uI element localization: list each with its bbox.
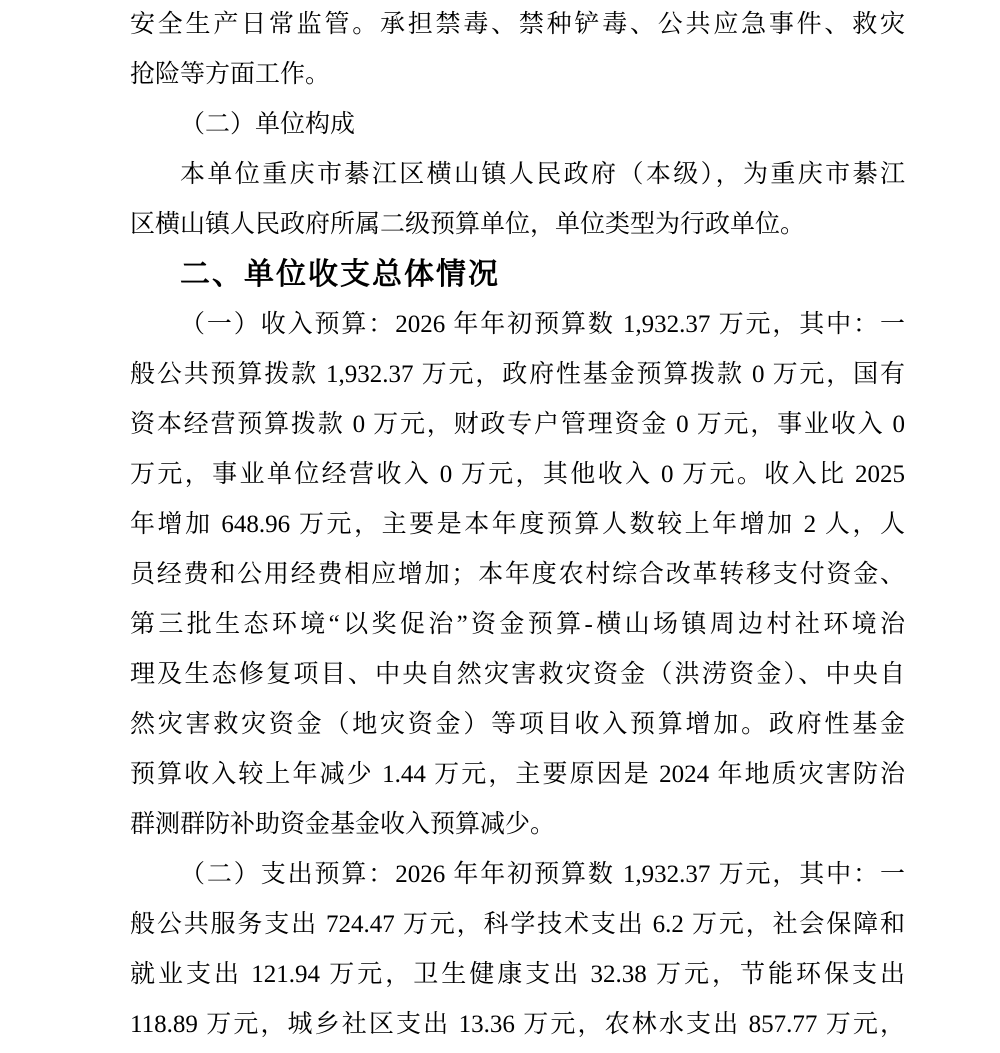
text-line: 般公共预算拨款 1,932.37 万元，政府性基金预算拨款 0 万元，国有 — [130, 361, 905, 388]
text-line: 就业支出 121.94 万元，卫生健康支出 32.38 万元，节能环保支出 — [130, 961, 905, 988]
text-line: 万元，事业单位经营收入 0 万元，其他收入 0 万元。收入比 2025 — [130, 461, 905, 488]
text-line: 预算收入较上年减少 1.44 万元，主要原因是 2024 年地质灾害防治 — [130, 761, 905, 788]
text-line: （二）支出预算：2026 年年初预算数 1,932.37 万元，其中：一 — [180, 861, 905, 888]
text-line: （一）收入预算：2026 年年初预算数 1,932.37 万元，其中：一 — [180, 311, 905, 338]
text-line: 安全生产日常监管。承担禁毒、禁种铲毒、公共应急事件、救灾 — [130, 11, 905, 38]
sub-heading: （二）单位构成 — [180, 111, 356, 138]
text-line: 群测群防补助资金基金收入预算减少。 — [130, 811, 556, 838]
text-line: 抢险等方面工作。 — [130, 61, 331, 88]
text-line: 本单位重庆市綦江区横山镇人民政府（本级），为重庆市綦江 — [180, 161, 905, 188]
text-line: 第三批生态环境“以奖促治”资金预算-横山场镇周边村社环境治 — [130, 611, 905, 638]
text-line: 般公共服务支出 724.47 万元，科学技术支出 6.2 万元，社会保障和 — [130, 911, 905, 938]
text-line: 资本经营预算拨款 0 万元，财政专户管理资金 0 万元，事业收入 0 — [130, 411, 905, 438]
document-text-block — [130, 0, 905, 1050]
text-line: 员经费和公用经费相应增加；本年度农村综合改革转移支付资金、 — [130, 561, 905, 588]
section-heading: 二、单位收支总体情况 — [180, 258, 500, 291]
text-line: 118.89 万元，城乡社区支出 13.36 万元，农林水支出 857.77 万元， — [130, 1011, 905, 1038]
text-line: 年增加 648.96 万元，主要是本年度预算人数较上年增加 2 人，人 — [130, 511, 905, 538]
text-line: 区横山镇人民政府所属二级预算单位，单位类型为行政单位。 — [130, 211, 806, 238]
text-line: 然灾害救灾资金（地灾资金）等项目收入预算增加。政府性基金 — [130, 711, 905, 738]
text-line: 理及生态修复项目、中央自然灾害救灾资金（洪涝资金）、中央自 — [130, 661, 905, 688]
